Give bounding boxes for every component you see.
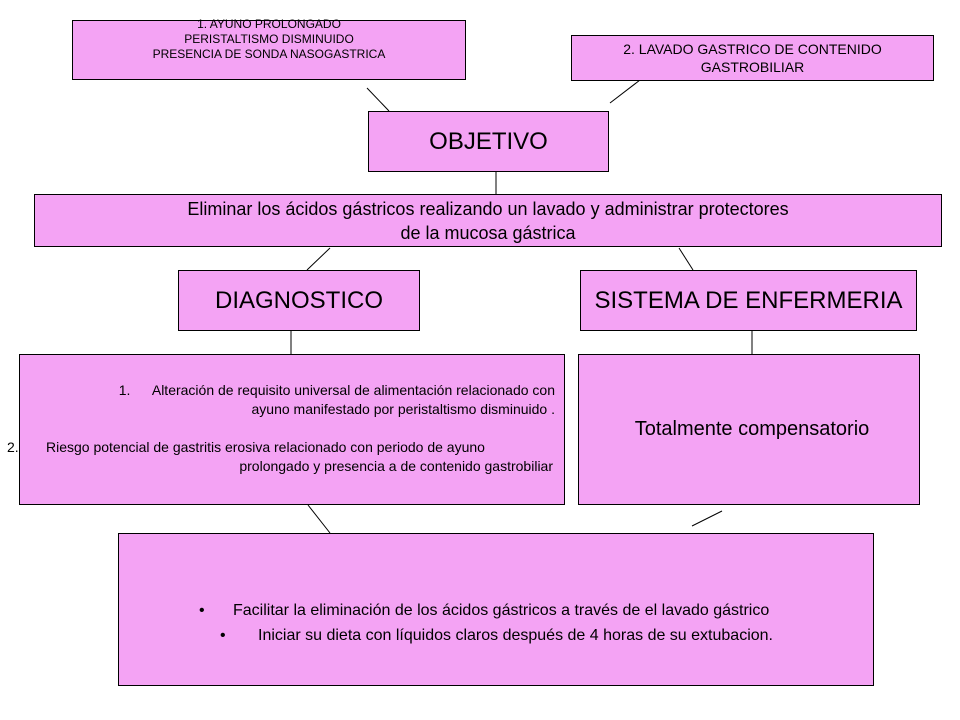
diagnosis-item-2-number: 2.	[7, 439, 19, 455]
connector-topright-objetivo	[610, 80, 640, 103]
action-2-bullet: •	[220, 627, 226, 644]
system-value-text: Totalmente compensatorio	[634, 418, 870, 440]
diagnosis-item-2-line-2: prolongado y presencia a de contenido gastrobiliar	[239, 458, 553, 474]
diagnosis-item-1-number: 1.	[118, 382, 131, 398]
connector-value-actions	[692, 511, 722, 526]
action-item-1	[199, 600, 769, 622]
conditions-line-1: 1. AYUNO PROLONGADO	[197, 17, 341, 31]
connector-text-sistema	[679, 248, 693, 270]
objective-line-1: Eliminar los ácidos gástricos realizando un lavado y administrar protectores	[187, 198, 789, 219]
conditions-box	[72, 17, 466, 80]
action-item-2	[220, 625, 773, 647]
diagnosis-item-2-line-1: Riesgo potencial de gastritis erosiva relacionado con periodo de ayuno	[46, 439, 485, 455]
diagnosis-item-1	[40, 381, 555, 419]
sistema-label: SISTEMA DE ENFERMERIA	[594, 286, 903, 314]
objetivo-label: OBJETIVO	[429, 127, 548, 155]
diagnosis-list-box	[19, 354, 565, 505]
diagnosis-item-1-line-2: ayuno manifestado por peristaltismo disminuido .	[251, 401, 555, 417]
sistema-box	[580, 270, 917, 331]
gastric-lavage-line-2: GASTROBILIAR	[700, 59, 805, 75]
diagnosis-item-1-line-1: Alteración de requisito universal de alimentación relacionado con	[151, 382, 555, 398]
connector-text-diagnostico	[307, 248, 330, 270]
diagnostico-label: DIAGNOSTICO	[214, 286, 383, 314]
action-1-bullet: •	[199, 602, 205, 619]
objective-line-2: de la mucosa gástrica	[400, 222, 576, 243]
gastric-lavage-line-1: 2. LAVADO GASTRICO DE CONTENIDO	[623, 41, 882, 57]
action-2-text: Iniciar su dieta con líquidos claros después de 4 horas de su extubacion.	[258, 627, 773, 644]
connector-list-actions	[308, 505, 330, 533]
action-1-text: Facilitar la eliminación de los ácidos gástricos a través de el lavado gástrico	[233, 602, 770, 619]
gastric-lavage-box	[571, 35, 934, 81]
diagnostico-box	[178, 270, 420, 331]
conditions-line-2: PERISTALTISMO DISMINUIDO	[184, 32, 354, 46]
system-value-box	[578, 354, 920, 505]
objective-text-box	[34, 194, 942, 247]
diagnosis-item-2	[0, 438, 553, 476]
conditions-line-3: PRESENCIA DE SONDA NASOGASTRICA	[152, 47, 386, 61]
connector-topleft-objetivo	[367, 88, 389, 111]
objetivo-box	[368, 111, 609, 172]
